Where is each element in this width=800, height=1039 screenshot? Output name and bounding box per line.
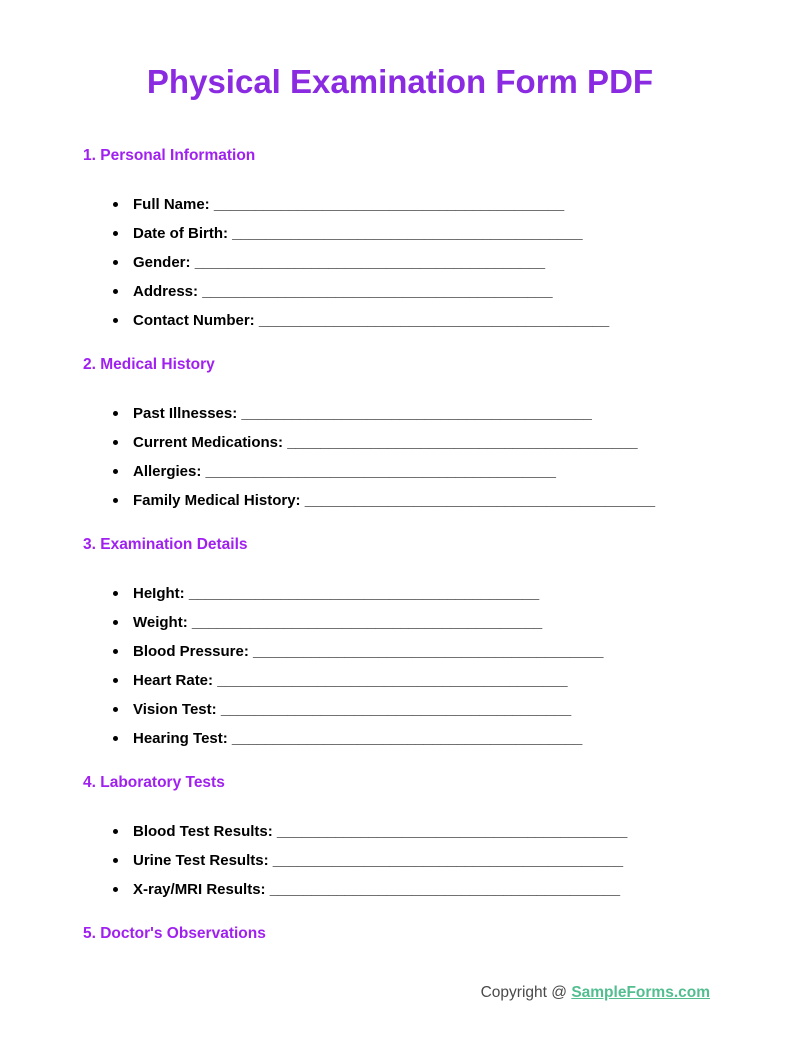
field-label: Family Medical History: [133, 492, 301, 509]
section-medical-history [83, 356, 717, 515]
field-row-height [112, 579, 717, 608]
field-row-current-medications [112, 428, 717, 457]
field-row-heart-rate [112, 666, 717, 695]
bullet-icon [113, 260, 118, 265]
field-blank-line: __________________________________________ [213, 196, 565, 213]
field-blank-line: __________________________________________ [231, 730, 583, 747]
examination-details-list [83, 579, 717, 753]
bullet-icon [113, 202, 118, 207]
field-blank-line: __________________________________________ [241, 405, 592, 422]
field-label: Gender: [133, 254, 191, 271]
section-personal-information [83, 147, 717, 335]
bullet-icon [113, 411, 118, 416]
section-heading-doctors-observations: 5. Doctor's Observations [83, 925, 266, 942]
sampleforms-link[interactable]: SampleForms.com [571, 984, 710, 1001]
laboratory-tests-list [83, 817, 717, 904]
field-label: Vision Test: [133, 701, 217, 718]
field-row-urine-test-results [112, 846, 717, 875]
bullet-icon [113, 829, 118, 834]
section-laboratory-tests [83, 774, 717, 904]
bullet-icon [113, 289, 118, 294]
bullet-icon [113, 469, 118, 474]
field-row-blood-test-results [112, 817, 717, 846]
bullet-icon [113, 678, 118, 683]
bullet-icon [113, 707, 118, 712]
section-examination-details [83, 536, 717, 753]
field-row-blood-pressure [112, 637, 717, 666]
bullet-icon [113, 858, 118, 863]
bullet-icon [113, 231, 118, 236]
bullet-icon [113, 887, 118, 892]
field-row-contact-number [112, 306, 717, 335]
bullet-icon [113, 440, 118, 445]
field-label: Weight: [133, 614, 188, 631]
bullet-icon [113, 620, 118, 625]
field-label: Urine Test Results: [133, 852, 269, 869]
bullet-icon [113, 591, 118, 596]
field-blank-line: __________________________________________ [232, 225, 583, 242]
section-doctors-observations [83, 925, 717, 943]
field-label: Blood Test Results: [133, 823, 273, 840]
medical-history-list [83, 399, 717, 515]
field-row-past-illnesses [112, 399, 717, 428]
field-blank-line: __________________________________________ [205, 463, 556, 480]
bullet-icon [113, 318, 118, 323]
field-blank-line: __________________________________________ [287, 434, 638, 451]
field-blank-line: __________________________________________ [272, 852, 624, 869]
form-content [0, 147, 800, 943]
field-blank-line: __________________________________________ [269, 881, 621, 898]
field-blank-line: __________________________________________ [194, 254, 546, 271]
field-row-vision-test [112, 695, 717, 724]
field-label: Address: [133, 283, 199, 300]
field-label: Contact Number: [133, 312, 255, 329]
footer [481, 984, 710, 1002]
bullet-icon [113, 498, 118, 503]
field-blank-line: __________________________________________ [276, 823, 628, 840]
field-row-gender [112, 248, 717, 277]
copyright-text: Copyright @ [480, 984, 567, 1001]
field-label: Hearing Test: [133, 730, 228, 747]
field-blank-line: __________________________________________ [253, 643, 604, 660]
field-row-weight [112, 608, 717, 637]
field-blank-line: __________________________________________ [202, 283, 553, 300]
section-heading-laboratory-tests: 4. Laboratory Tests [83, 774, 225, 791]
field-label: Past Illnesses: [133, 405, 238, 422]
section-heading-personal-information: 1. Personal Information [83, 147, 256, 164]
field-row-address [112, 277, 717, 306]
field-label: Allergies: [133, 463, 202, 480]
field-row-xray-mri-results [112, 875, 717, 904]
field-row-family-medical-history [112, 486, 717, 515]
field-blank-line: __________________________________________ [258, 312, 610, 329]
field-row-allergies [112, 457, 717, 486]
field-blank-line: __________________________________________ [217, 672, 568, 689]
bullet-icon [113, 736, 118, 741]
field-blank-line: __________________________________________ [304, 492, 656, 509]
field-label: X-ray/MRI Results: [133, 881, 266, 898]
field-label: HeIght: [133, 585, 185, 602]
field-row-hearing-test [112, 724, 717, 753]
personal-information-list [83, 190, 717, 335]
section-heading-examination-details: 3. Examination Details [83, 536, 248, 553]
field-row-full-name [112, 190, 717, 219]
field-label: Date of Birth: [133, 225, 228, 242]
field-row-date-of-birth [112, 219, 717, 248]
field-label: Full Name: [133, 196, 210, 213]
page-title: Physical Examination Form PDF [146, 63, 654, 100]
bullet-icon [113, 649, 118, 654]
field-blank-line: __________________________________________ [191, 614, 543, 631]
field-label: Current Medications: [133, 434, 284, 451]
field-label: Blood Pressure: [133, 643, 249, 660]
field-blank-line: __________________________________________ [188, 585, 540, 602]
section-heading-medical-history: 2. Medical History [83, 356, 215, 373]
field-blank-line: __________________________________________ [220, 701, 572, 718]
field-label: Heart Rate: [133, 672, 214, 689]
